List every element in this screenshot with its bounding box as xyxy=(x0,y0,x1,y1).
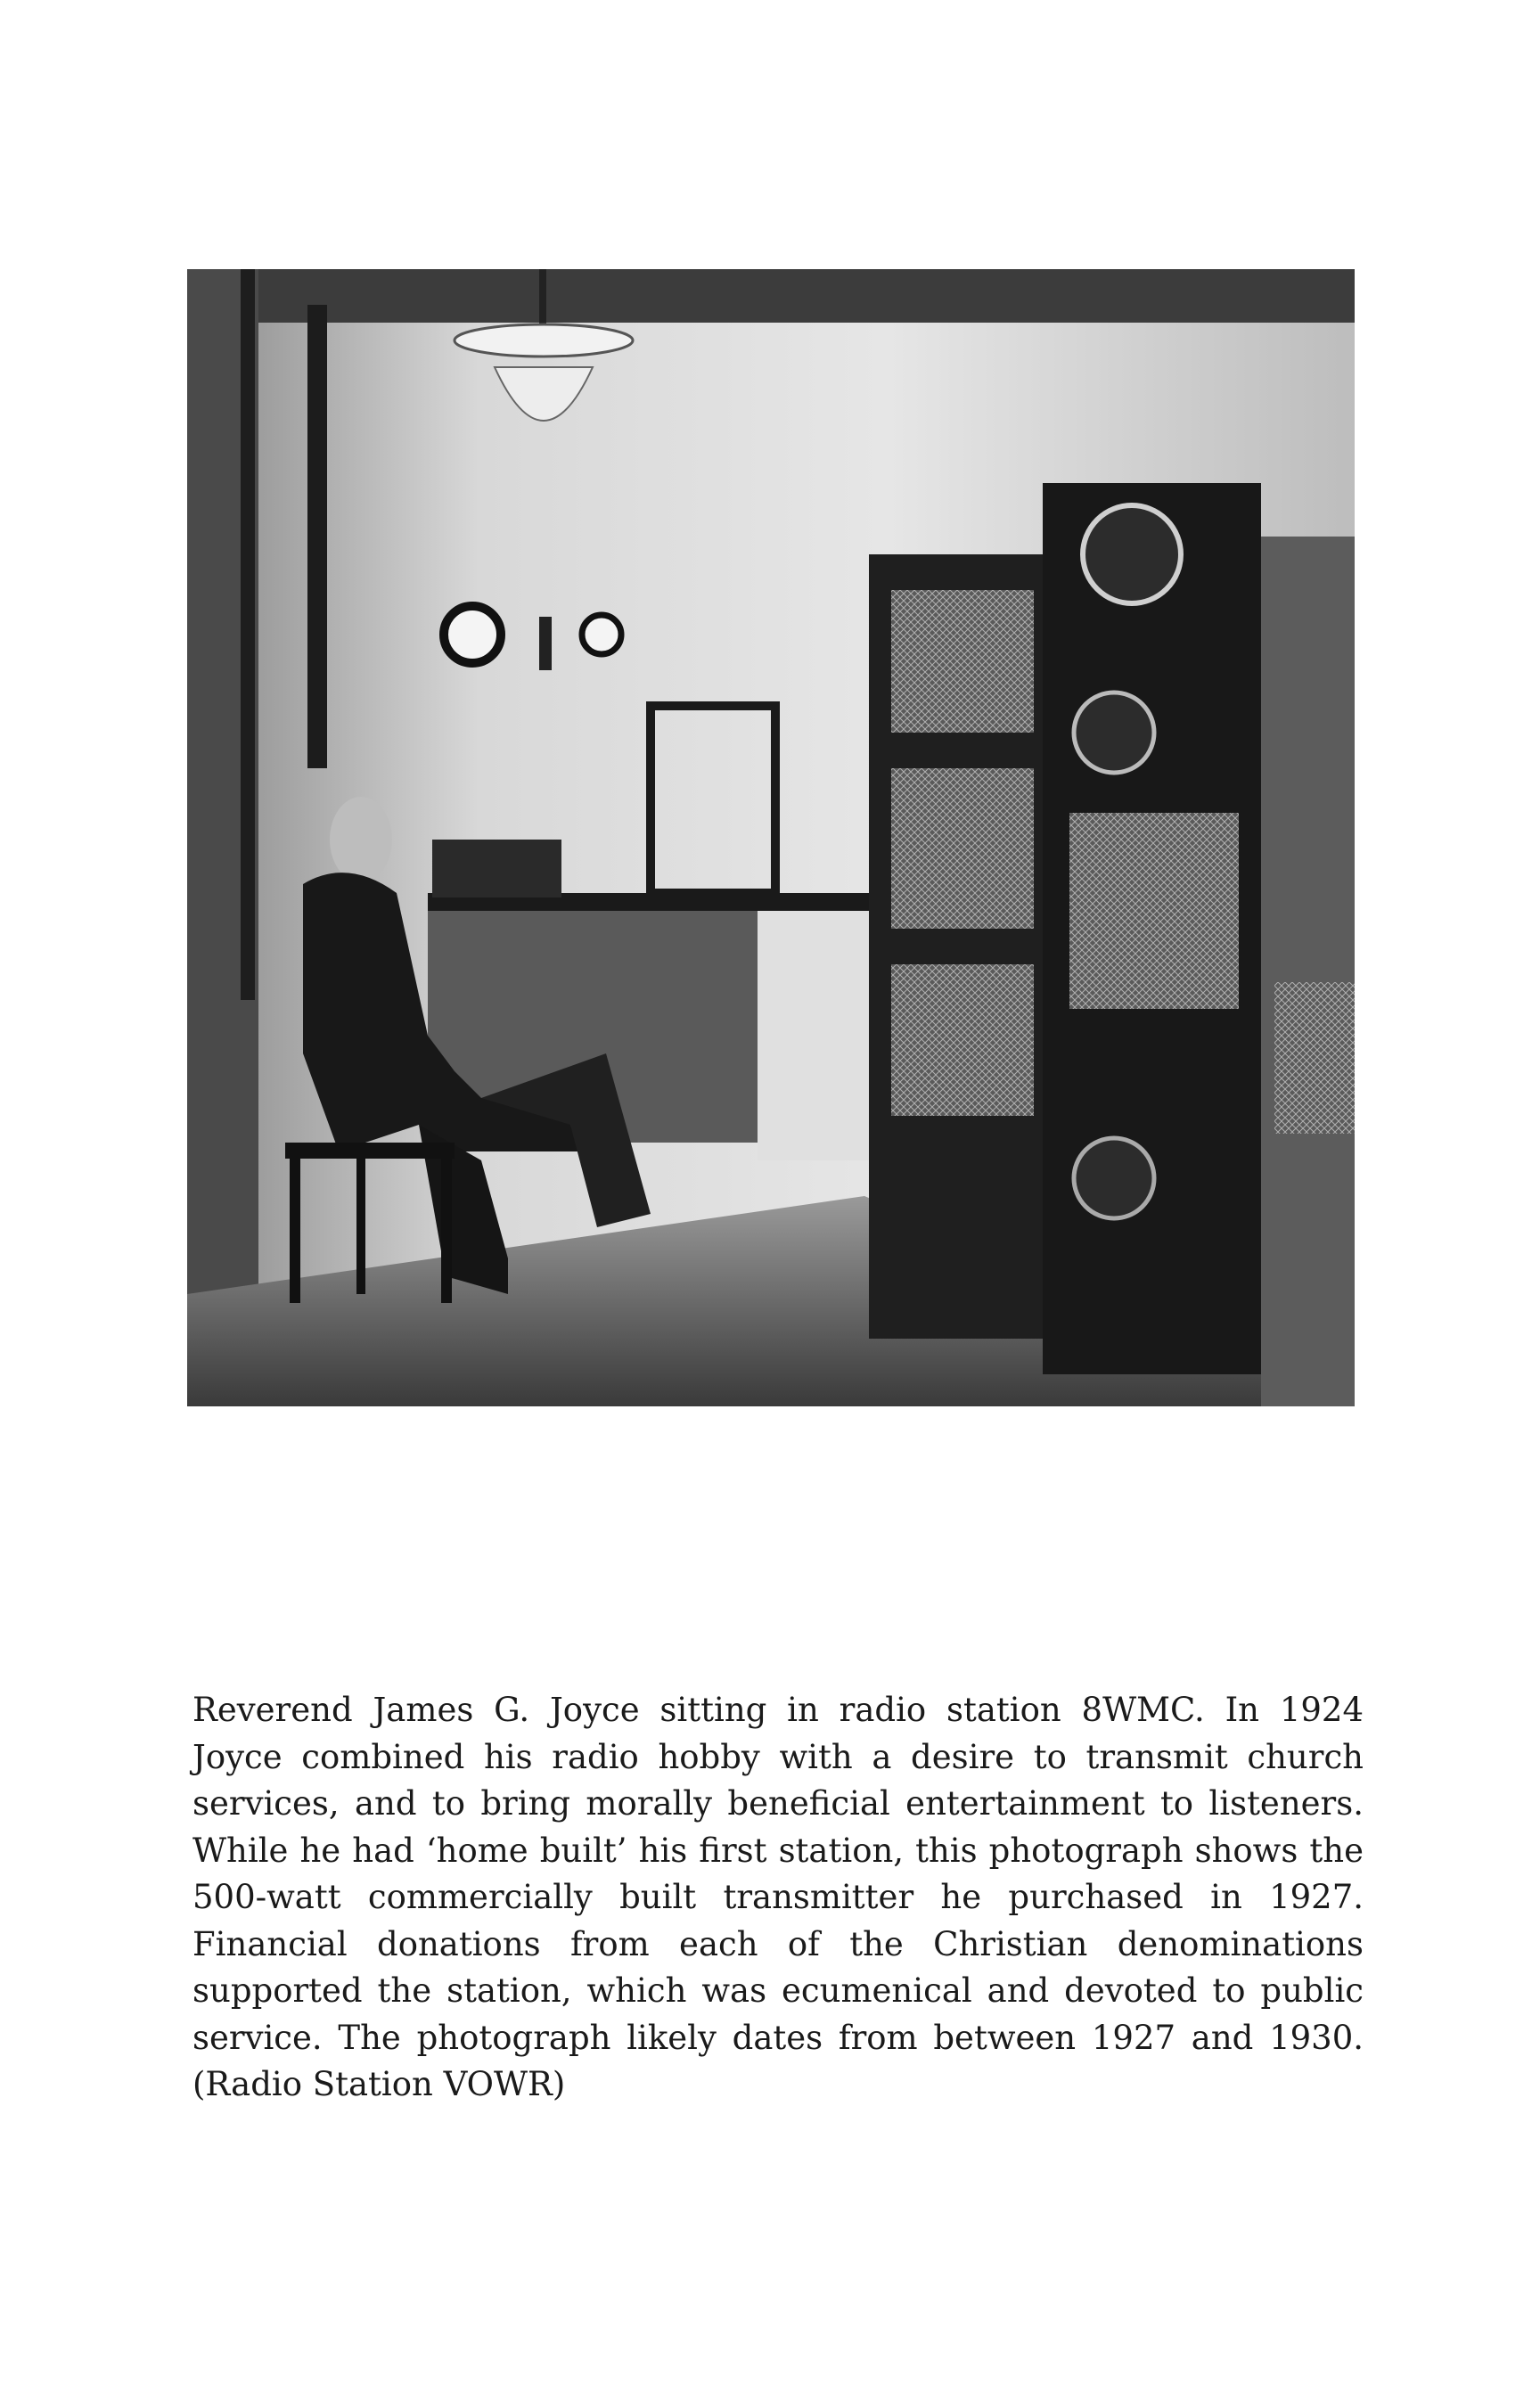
radio-station-photograph xyxy=(187,269,1355,1406)
figure-caption: Reverend James G. Joyce sitting in radio station 8WMC. In 1924 Joyce combined his radio hobby with a desire to transmit church services, and to bring morally beneficial entertainment to listeners. While he had ‘home built’ his first station, this photograph shows the 500-watt commercially built transmitter he purchased in 1927. Financial donations from each of the Christian denominations supported the station, which was ecumenical and devoted to public service. The photograph likely dates from between 1927 and 1930. (Radio Station VOWR) xyxy=(192,1691,1364,2103)
photograph-illustration xyxy=(187,269,1355,1406)
